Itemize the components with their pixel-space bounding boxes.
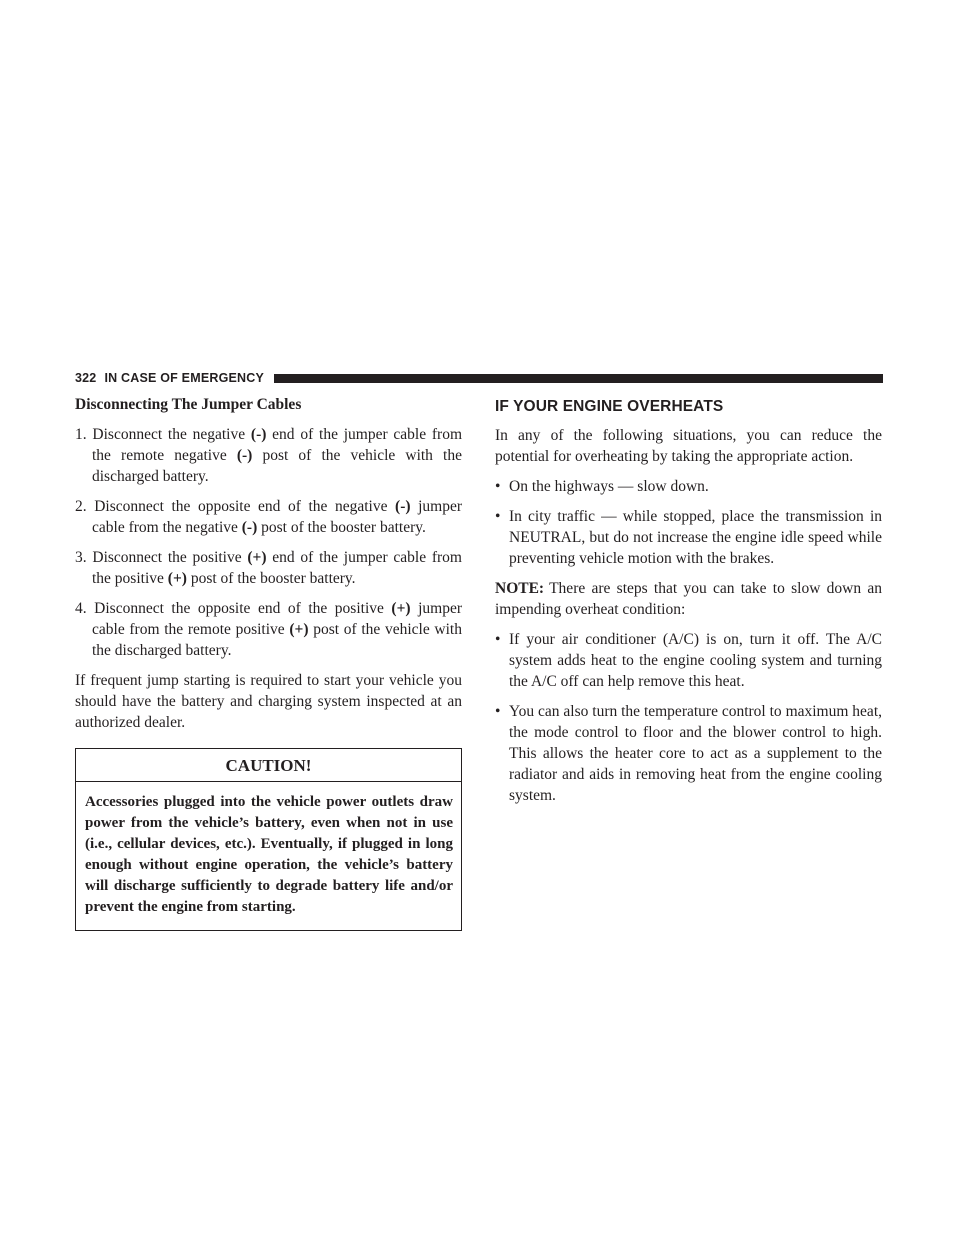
page-number: 322 (75, 371, 97, 385)
step-1 (75, 424, 462, 487)
step-4 (75, 598, 462, 661)
step-3 (75, 547, 462, 589)
bullet-item (495, 476, 882, 497)
step-number: 1. (75, 426, 87, 443)
polarity-symbol: (-) (395, 498, 411, 515)
polarity-symbol: (-) (250, 426, 267, 443)
note-paragraph (495, 578, 882, 620)
step-number: 3. (75, 549, 87, 566)
polarity-symbol: (+) (289, 621, 309, 638)
step-text: post of the vehicle with the discharged battery. (92, 621, 462, 659)
note-label: NOTE: (495, 580, 545, 597)
section-title: IN CASE OF EMERGENCY (104, 371, 265, 385)
step-text: jumper cable from the remote positive (92, 600, 463, 638)
step-text: Disconnect the negative (92, 426, 251, 443)
bullet-icon: • (495, 508, 501, 525)
note-text: There are steps that you can take to slow down an impending overheat condition: (495, 580, 882, 618)
step-text: post of the vehicle with the discharged battery. (92, 447, 462, 485)
step-text: Disconnect the positive (92, 549, 248, 566)
caution-box (75, 748, 462, 931)
step-text: end of the jumper cable from the remote negative (92, 426, 463, 464)
page-header (75, 371, 883, 385)
step-2 (75, 496, 462, 538)
step-text: Disconnect the opposite end of the negative (94, 498, 396, 515)
step-number: 4. (75, 600, 87, 617)
left-column (75, 394, 462, 931)
polarity-symbol: (+) (391, 600, 411, 617)
polarity-symbol: (-) (236, 447, 253, 464)
bullet-text: On the highways — slow down. (509, 478, 709, 495)
step-number: 2. (75, 498, 87, 515)
bullet-icon: • (495, 703, 501, 720)
caution-text: Accessories plugged into the vehicle power outlets draw power from the vehicle’s battery, even when not in use (i.e., cellular devices, etc.). Eventually, if plugged in long enough without engine operation, the vehicle’s battery will discharge sufficiently to degrade battery life and/or prevent the engine from starting. (85, 794, 453, 915)
polarity-symbol: (+) (167, 570, 187, 587)
jump-start-paragraph: If frequent jump starting is required to start your vehicle you should have the battery and charging system inspected at an authorized dealer. (75, 672, 462, 731)
step-text: post of the booster battery. (257, 519, 426, 536)
header-rule (274, 374, 883, 383)
bullet-item (495, 701, 882, 806)
bullet-icon: • (495, 631, 501, 648)
bullet-icon: • (495, 478, 501, 495)
section-heading-overheats: IF YOUR ENGINE OVERHEATS (495, 398, 724, 415)
caution-title: CAUTION! (76, 749, 461, 782)
subheading-disconnecting: Disconnecting The Jumper Cables (75, 396, 302, 413)
polarity-symbol: (+) (247, 549, 267, 566)
step-text: jumper cable from the negative (92, 498, 462, 536)
overheat-intro: In any of the following situations, you can reduce the potential for overheating by taking the appropriate action. (495, 427, 882, 465)
bullet-text: If your air conditioner (A/C) is on, turn it off. The A/C system adds heat to the engine cooling system and turning the A/C off can help remove this heat. (509, 631, 882, 690)
step-text: end of the jumper cable from the positive (92, 549, 462, 587)
bullet-text: You can also turn the temperature control to maximum heat, the mode control to floor and the blower control to high. This allows the heater core to act as a supplement to the radiator and aids in removing heat from the engine cooling system. (509, 703, 882, 804)
step-text: post of the booster battery. (186, 570, 356, 587)
bullet-text: In city traffic — while stopped, place the transmission in NEUTRAL, but do not increase the engine idle speed while preventing vehicle motion with the brakes. (509, 508, 882, 567)
bullet-item (495, 506, 882, 569)
bullet-item (495, 629, 882, 692)
step-text: Disconnect the opposite end of the positive (94, 600, 392, 617)
right-column (495, 394, 882, 815)
polarity-symbol: (-) (241, 519, 258, 536)
